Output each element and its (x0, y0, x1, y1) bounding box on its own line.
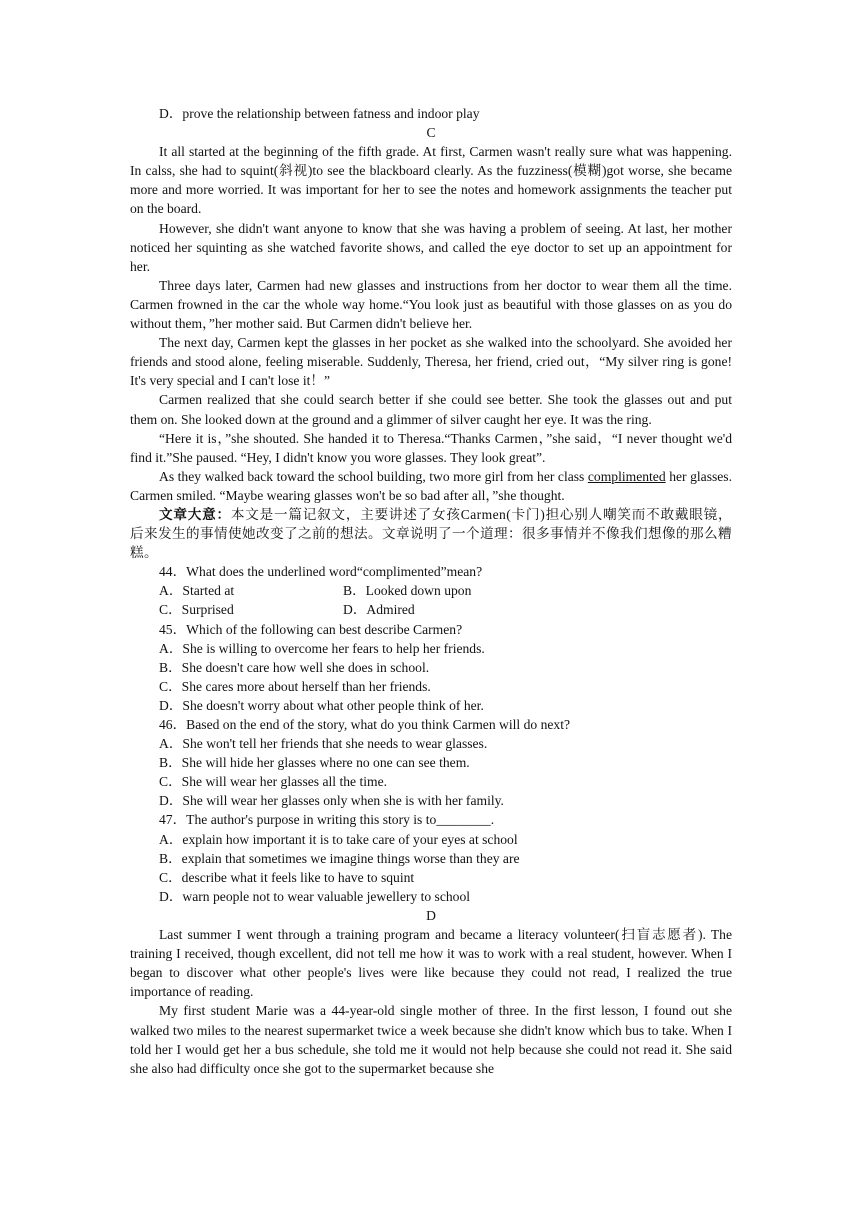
paragraph: Three days later, Carmen had new glasses and instructions from her doctor to wear them all the time. Carmen frowned in the car the whole way home.“You look just as beautiful with those glasses on as you do without them，”her mother said. But Carmen didn't believe her. (130, 277, 732, 332)
paragraph: My first student Marie was a 44-year-old single mother of three. In the first lesson, I found out she walked two miles to the nearest supermarket twice a week because she didn't know which bus to take. When I told her I would get her a bus schedule, she told me it would not help because she could not read it. She said she also had difficulty once she got to the supermarket because she (130, 1003, 732, 1076)
option: C．Surprised (159, 602, 234, 618)
question-stem: 45．Which of the following can best describe Carmen? (159, 621, 463, 637)
section-heading: D (426, 907, 436, 923)
option: D．Admired (343, 602, 415, 618)
option-row (130, 581, 732, 600)
option: B．Looked down upon (343, 583, 472, 599)
paragraph-text: As they walked back toward the school building, two more girl from her class (159, 468, 588, 484)
option: D．warn people not to wear valuable jewellery to school (159, 888, 471, 904)
paragraph: Carmen realized that she could search better if she could see better. She took the glasses out and put them on. She looked down at the ground and a glimmer of silver caught her eye. It was the ring. (130, 392, 732, 427)
summary-text: 本文是一篇记叙文，主要讲述了女孩Carmen(卡门)担心别人嘲笑而不敢戴眼镜，后来发生的事情使她改变了之前的想法。文章说明了一个道理：很多事情并不像我们想像的那么糟糕。 (130, 506, 733, 561)
paragraph: The next day, Carmen kept the glasses in her pocket as she walked into the schoolyard. She avoided her friends and stood alone, feeling miserable. Suddenly, Theresa, her friend, cried out，“My silver ring is gone! It's very special and I can't lose it！” (130, 335, 732, 389)
article-summary (130, 505, 732, 562)
section-heading: C (426, 125, 436, 141)
option: D．She doesn't worry about what other people think of her. (159, 697, 484, 713)
option: D．She will wear her glasses only when she is with her family. (159, 793, 504, 809)
question-stem: 46．Based on the end of the story, what do you think Carmen will do next? (159, 717, 571, 732)
paragraph: “Here it is，”she shouted. She handed it to Theresa.“Thanks Carmen，”she said，“I never thought we'd find it.”She paused. “Hey, I didn't know you wore glasses. They look great”. (130, 430, 732, 465)
option-line: D．prove the relationship between fatness and indoor play (159, 106, 480, 121)
paragraph (130, 467, 732, 505)
option: C．She cares more about herself than her friends. (159, 678, 431, 694)
question-stem: 47．The author's purpose in writing this story is to________. (159, 812, 495, 828)
option: A．explain how important it is to take care of your eyes at school (159, 831, 518, 847)
question-stem: 44．What does the underlined word“complimented”mean? (159, 564, 483, 580)
paragraph: However, she didn't want anyone to know that she was having a problem of seeing. At last, her mother noticed her squinting as she watched favorite shows, and called the eye doctor to set up an appointment for her. (130, 220, 732, 274)
option-row (130, 600, 732, 619)
option: C．describe what it feels like to have to squint (159, 869, 415, 885)
document-page (130, 104, 732, 1078)
option: C．She will wear her glasses all the time. (159, 774, 388, 790)
option: A．She won't tell her friends that she needs to wear glasses. (159, 736, 488, 752)
underlined-word: complimented (587, 468, 666, 484)
paragraph-text: her glasses. Carmen smiled. “Maybe wearing glasses won't be so bad after all，”she thought. (130, 468, 732, 503)
paragraph: It all started at the beginning of the fifth grade. At first, Carmen wasn't really sure what was happening. In calss, she had to squint(斜视)to see the blackboard clearly. As the fuzziness(模糊)got worse, she became more and more worried. It was important for her to see the notes and homework assignments the teacher put on the board. (130, 144, 732, 217)
paragraph: Last summer I went through a training program and became a literacy volunteer(扫盲志愿者). The training I received, though excellent, did not tell me how it was to work with a real student, however. When I began to discover what other people's lives were like because they could not read, I realized the true importance of reading. (130, 927, 732, 1000)
option: A．She is willing to overcome her fears to help her friends. (159, 640, 485, 656)
option: B．She will hide her glasses where no one can see them. (159, 755, 470, 771)
option: A．Started at (159, 583, 235, 599)
summary-label: 文章大意： (159, 506, 231, 522)
option: B．She doesn't care how well she does in school. (159, 659, 430, 675)
option: B．explain that sometimes we imagine things worse than they are (159, 850, 520, 866)
